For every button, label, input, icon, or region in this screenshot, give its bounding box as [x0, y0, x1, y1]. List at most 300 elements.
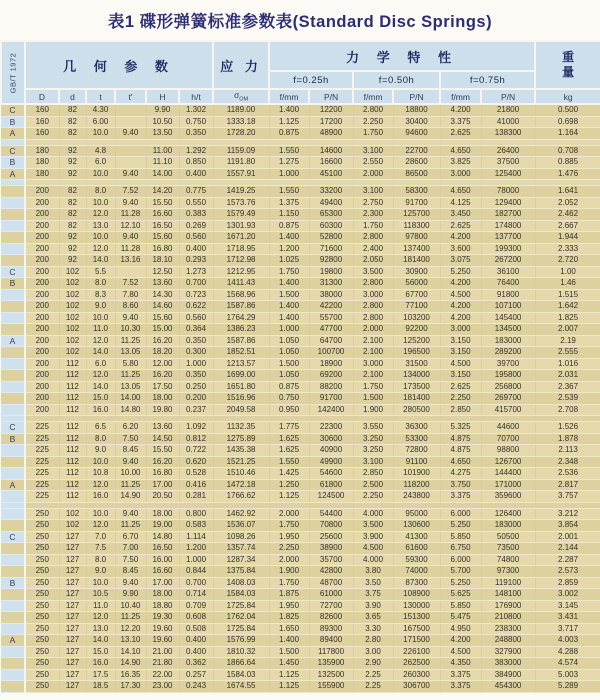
series-letter-cell — [1, 491, 25, 503]
table-row — [1, 116, 600, 128]
data-cell: 1.900 — [269, 566, 309, 578]
data-cell: 6.0 — [86, 358, 115, 370]
data-cell: 5.625 — [440, 589, 481, 601]
data-cell: 1712.98 — [213, 255, 269, 267]
data-cell: 12.0 — [86, 335, 115, 347]
data-cell: 0.281 — [179, 491, 213, 503]
data-cell: 0.608 — [179, 612, 213, 624]
data-cell: 31500 — [393, 358, 440, 370]
series-letter-cell — [1, 646, 25, 658]
data-cell: 14.10 — [115, 646, 146, 658]
data-cell: 72800 — [393, 445, 440, 457]
data-cell: 89300 — [309, 623, 353, 635]
data-cell: 1764.29 — [213, 312, 269, 324]
data-cell: 3.431 — [535, 612, 600, 624]
data-cell: 1.750 — [269, 520, 309, 532]
table-row — [1, 479, 600, 491]
data-cell: 112 — [59, 456, 86, 468]
data-cell: 1191.80 — [213, 157, 269, 169]
data-cell: 1435.38 — [213, 445, 269, 457]
data-cell: 2.850 — [353, 468, 393, 480]
data-cell: 9.0 — [86, 445, 115, 457]
data-cell: 10.8 — [86, 468, 115, 480]
data-cell: 92 — [59, 168, 86, 180]
data-cell: 54400 — [309, 508, 353, 520]
data-cell: 13.50 — [146, 128, 179, 140]
data-cell: 160 — [25, 116, 59, 128]
load-level-075h: f=0.75h — [440, 71, 535, 89]
data-cell: 16.0 — [86, 491, 115, 503]
data-cell: 19.80 — [146, 404, 179, 416]
data-cell: 250 — [25, 520, 59, 532]
data-cell: 15.0 — [86, 393, 115, 405]
data-cell: 4.8 — [86, 145, 115, 157]
data-cell: 2.287 — [535, 554, 600, 566]
data-cell: 15.60 — [146, 232, 179, 244]
data-cell: 6.70 — [115, 531, 146, 543]
series-letter-cell — [1, 623, 25, 635]
data-cell: 127 — [59, 681, 86, 693]
data-cell: 119100 — [481, 577, 535, 589]
data-cell: 200 — [25, 324, 59, 336]
data-cell: 5.5 — [86, 266, 115, 278]
data-cell: 0.364 — [179, 324, 213, 336]
data-cell: 4.350 — [440, 658, 481, 670]
data-cell: 92 — [59, 255, 86, 267]
data-cell: 11.28 — [115, 209, 146, 221]
data-cell: 8.60 — [115, 301, 146, 313]
data-cell: 38900 — [309, 543, 353, 555]
data-cell: 327900 — [481, 646, 535, 658]
data-cell: 10.30 — [115, 324, 146, 336]
data-cell: 92200 — [393, 324, 440, 336]
data-cell: 130600 — [393, 520, 440, 532]
data-cell: 1.625 — [269, 445, 309, 457]
data-cell: 16.35 — [115, 669, 146, 681]
data-cell: 4.875 — [440, 445, 481, 457]
data-cell: 183000 — [481, 520, 535, 532]
data-cell: 58300 — [393, 186, 440, 198]
data-cell: 97300 — [481, 566, 535, 578]
data-cell: 1.400 — [269, 635, 309, 647]
data-cell: 2.800 — [353, 301, 393, 313]
data-cell: 12.10 — [115, 220, 146, 232]
data-cell: 2.001 — [535, 531, 600, 543]
data-cell: 1.250 — [269, 479, 309, 491]
data-cell: 70700 — [481, 433, 535, 445]
data-cell: 61600 — [393, 543, 440, 555]
data-cell: 12.0 — [86, 479, 115, 491]
table-row — [1, 168, 600, 180]
data-cell: 124500 — [309, 491, 353, 503]
data-cell: 5.80 — [115, 358, 146, 370]
table-row — [1, 623, 600, 635]
data-cell: 1762.04 — [213, 612, 269, 624]
data-cell: 250 — [25, 681, 59, 693]
data-cell — [115, 116, 146, 128]
data-cell: 3.750 — [440, 479, 481, 491]
load-level-050h: f=0.50h — [353, 71, 440, 89]
data-cell: 82 — [59, 186, 86, 198]
data-cell: 2.100 — [353, 347, 393, 359]
series-letter-cell — [1, 543, 25, 555]
data-cell: 134000 — [393, 370, 440, 382]
series-letter-cell — [1, 669, 25, 681]
table-row — [1, 186, 600, 198]
data-cell: 3.00 — [353, 646, 393, 658]
data-cell: 0.350 — [179, 335, 213, 347]
data-cell: 2.367 — [535, 381, 600, 393]
data-cell: 14.0 — [86, 381, 115, 393]
data-cell: 1587.86 — [213, 335, 269, 347]
data-cell: 60300 — [309, 220, 353, 232]
data-cell: 19800 — [309, 266, 353, 278]
data-cell: 6.750 — [440, 543, 481, 555]
data-cell: 127 — [59, 543, 86, 555]
data-cell: 1287.34 — [213, 554, 269, 566]
data-cell: 91100 — [393, 456, 440, 468]
series-letter-cell — [1, 566, 25, 578]
data-cell: 22700 — [393, 145, 440, 157]
data-cell: 102 — [59, 324, 86, 336]
data-cell: 7.52 — [115, 186, 146, 198]
data-cell: 7.00 — [115, 543, 146, 555]
data-cell: 16.80 — [146, 468, 179, 480]
data-cell: 82600 — [309, 612, 353, 624]
table-row — [1, 612, 600, 624]
data-cell: 3.90 — [353, 600, 393, 612]
series-letter-cell — [1, 370, 25, 382]
data-cell: 225 — [25, 479, 59, 491]
data-cell: 1411.43 — [213, 278, 269, 290]
data-cell: 13.60 — [146, 422, 179, 434]
data-cell: 7.80 — [115, 289, 146, 301]
data-cell: 15.60 — [146, 312, 179, 324]
standard-code-vertical-label: GB/T 1972 — [1, 41, 25, 104]
group-header-weight: 重量 — [535, 41, 600, 89]
data-cell: 73500 — [481, 543, 535, 555]
data-cell: 11.10 — [146, 157, 179, 169]
data-cell: 250 — [25, 543, 59, 555]
data-cell: 18900 — [309, 358, 353, 370]
data-cell: 1536.07 — [213, 520, 269, 532]
data-cell: 5.250 — [440, 577, 481, 589]
data-cell: 2.750 — [353, 197, 393, 209]
data-cell: 2.007 — [535, 324, 600, 336]
data-cell: 112 — [59, 370, 86, 382]
data-cell: 3.825 — [440, 157, 481, 169]
data-cell: 18.80 — [146, 600, 179, 612]
series-letter-cell — [1, 301, 25, 313]
data-cell: 4.200 — [440, 635, 481, 647]
data-cell: 0.700 — [179, 278, 213, 290]
data-cell: 4.200 — [440, 104, 481, 116]
data-cell: 22.00 — [146, 669, 179, 681]
data-cell: 0.620 — [179, 456, 213, 468]
data-cell: 3.450 — [440, 209, 481, 221]
data-cell: 3.717 — [535, 623, 600, 635]
data-cell: 1159.09 — [213, 145, 269, 157]
data-cell: 2.113 — [535, 445, 600, 457]
data-cell: 0.583 — [179, 520, 213, 532]
data-cell: 2.800 — [353, 278, 393, 290]
data-cell: 16.0 — [86, 404, 115, 416]
table-row — [1, 255, 600, 267]
data-cell: 1.550 — [269, 186, 309, 198]
data-cell: 1.825 — [269, 612, 309, 624]
data-cell: 129400 — [481, 197, 535, 209]
data-cell — [115, 266, 146, 278]
data-cell: 1.292 — [179, 145, 213, 157]
data-cell: 33200 — [309, 186, 353, 198]
data-cell: 17.00 — [146, 577, 179, 589]
data-cell: 250 — [25, 658, 59, 670]
data-cell: 383000 — [481, 658, 535, 670]
data-cell: 78000 — [481, 186, 535, 198]
data-cell: 36100 — [481, 266, 535, 278]
data-cell: 9.40 — [115, 312, 146, 324]
data-cell: 11.0 — [86, 600, 115, 612]
data-cell: 13.10 — [115, 635, 146, 647]
data-cell: 112 — [59, 358, 86, 370]
data-cell: 48700 — [309, 577, 353, 589]
data-cell: 12.50 — [146, 266, 179, 278]
data-cell: 10.0 — [86, 456, 115, 468]
data-cell: 1.450 — [269, 658, 309, 670]
data-cell: 180 — [25, 145, 59, 157]
table-row — [1, 393, 600, 405]
table-row — [1, 566, 600, 578]
data-cell: 102 — [59, 347, 86, 359]
data-cell: 102 — [59, 520, 86, 532]
data-cell: 103200 — [393, 312, 440, 324]
data-cell: 2.250 — [353, 491, 393, 503]
data-cell: 9.40 — [115, 128, 146, 140]
data-cell: 127 — [59, 531, 86, 543]
data-cell: 2.708 — [535, 404, 600, 416]
data-cell: 225 — [25, 491, 59, 503]
col-header-t: t — [86, 89, 115, 104]
data-cell: 15.0 — [86, 646, 115, 658]
data-cell: 0.800 — [179, 508, 213, 520]
data-cell: 1.275 — [269, 157, 309, 169]
data-cell: 112 — [59, 393, 86, 405]
data-cell: 1.526 — [535, 422, 600, 434]
data-cell: 10.0 — [86, 508, 115, 520]
table-row — [1, 681, 600, 693]
data-cell: 14.50 — [146, 433, 179, 445]
data-cell: 11.25 — [115, 612, 146, 624]
data-cell: 71600 — [309, 243, 353, 255]
data-cell: 91700 — [393, 197, 440, 209]
data-cell: 2.052 — [535, 197, 600, 209]
table-row — [1, 278, 600, 290]
data-cell: 15.50 — [146, 197, 179, 209]
data-cell: 18.00 — [146, 393, 179, 405]
data-cell: 4.000 — [353, 554, 393, 566]
data-cell: 1576.99 — [213, 635, 269, 647]
data-cell: 200 — [25, 255, 59, 267]
data-cell: 250 — [25, 646, 59, 658]
data-cell: 1.016 — [535, 358, 600, 370]
data-cell: 7.50 — [115, 554, 146, 566]
data-cell: 1766.62 — [213, 491, 269, 503]
data-cell: 144400 — [481, 468, 535, 480]
series-letter-cell — [1, 289, 25, 301]
data-cell: 16.80 — [146, 243, 179, 255]
disc-spring-table — [0, 40, 600, 693]
data-cell: 137700 — [481, 232, 535, 244]
data-cell: 200 — [25, 209, 59, 221]
data-cell — [115, 145, 146, 157]
data-cell: 2.19 — [535, 335, 600, 347]
data-cell: 0.293 — [179, 255, 213, 267]
data-cell: 100700 — [309, 347, 353, 359]
table-row — [1, 589, 600, 601]
data-cell: 2.625 — [440, 381, 481, 393]
data-cell: 1.000 — [269, 324, 309, 336]
data-cell: 1.500 — [269, 646, 309, 658]
data-cell: 1.125 — [269, 491, 309, 503]
data-cell: 102 — [59, 301, 86, 313]
data-cell: 1671.20 — [213, 232, 269, 244]
data-cell: 30900 — [393, 266, 440, 278]
data-cell: 4.288 — [535, 646, 600, 658]
data-cell: 3.150 — [440, 347, 481, 359]
data-cell: 2.625 — [440, 128, 481, 140]
data-cell: 16.0 — [86, 658, 115, 670]
table-row — [1, 577, 600, 589]
col-header-p-075: P/N — [481, 89, 535, 104]
data-cell: 20.50 — [146, 491, 179, 503]
table-row — [1, 520, 600, 532]
series-letter-cell — [1, 681, 25, 693]
data-cell: 82 — [59, 104, 86, 116]
data-cell: 13.05 — [115, 347, 146, 359]
data-cell: 171500 — [393, 635, 440, 647]
data-cell: 250 — [25, 566, 59, 578]
data-cell: 2.348 — [535, 456, 600, 468]
data-cell: 87300 — [393, 577, 440, 589]
data-cell: 3.550 — [353, 422, 393, 434]
series-letter-cell — [1, 456, 25, 468]
table-row — [1, 157, 600, 169]
table-row — [1, 543, 600, 555]
data-cell: 10.0 — [86, 232, 115, 244]
data-cell: 82 — [59, 197, 86, 209]
data-cell: 0.350 — [179, 370, 213, 382]
data-cell: 67700 — [393, 289, 440, 301]
data-cell: 10.00 — [115, 468, 146, 480]
data-cell: 1.650 — [269, 623, 309, 635]
data-cell: 151300 — [393, 612, 440, 624]
table-row — [1, 669, 600, 681]
data-cell: 16.20 — [146, 456, 179, 468]
data-cell: 2.850 — [440, 404, 481, 416]
data-cell: 0.850 — [179, 157, 213, 169]
data-cell: 14.0 — [86, 347, 115, 359]
data-cell: 1584.03 — [213, 589, 269, 601]
data-cell: 200 — [25, 358, 59, 370]
data-cell: 38000 — [309, 289, 353, 301]
data-cell: 1587.86 — [213, 301, 269, 313]
data-cell: 1098.26 — [213, 531, 269, 543]
data-cell: 18.00 — [146, 508, 179, 520]
data-cell: 183000 — [481, 335, 535, 347]
data-cell — [115, 104, 146, 116]
data-cell: 7.0 — [86, 531, 115, 543]
table-row — [1, 370, 600, 382]
data-cell: 12.0 — [86, 520, 115, 532]
data-cell: 12.00 — [146, 358, 179, 370]
data-cell: 2.859 — [535, 577, 600, 589]
series-letter-cell: A — [1, 335, 25, 347]
data-cell: 74000 — [393, 566, 440, 578]
table-row — [1, 347, 600, 359]
data-cell: 200 — [25, 301, 59, 313]
data-cell: 3.000 — [440, 324, 481, 336]
data-cell: 11.0 — [86, 324, 115, 336]
data-cell: 3.375 — [440, 681, 481, 693]
data-cell: 101900 — [393, 468, 440, 480]
data-cell: 10.0 — [86, 197, 115, 209]
data-cell: 5.003 — [535, 669, 600, 681]
series-letter-cell: B — [1, 433, 25, 445]
table-row — [1, 197, 600, 209]
data-cell: 17.00 — [146, 479, 179, 491]
data-cell: 3.000 — [440, 168, 481, 180]
data-cell: 14.30 — [146, 289, 179, 301]
data-cell: 102 — [59, 335, 86, 347]
data-cell: 3.30 — [353, 623, 393, 635]
data-cell: 112 — [59, 404, 86, 416]
data-cell: 127 — [59, 589, 86, 601]
data-cell: 269700 — [481, 393, 535, 405]
data-cell: 0.400 — [179, 635, 213, 647]
data-cell: 30400 — [393, 116, 440, 128]
series-letter-cell: C — [1, 422, 25, 434]
data-cell: 15.50 — [146, 445, 179, 457]
data-cell: 2.550 — [353, 157, 393, 169]
data-cell: 0.500 — [535, 104, 600, 116]
data-cell: 4.950 — [440, 623, 481, 635]
group-header-mechanical: 力 学 特 性 — [269, 41, 535, 71]
data-cell: 0.723 — [179, 289, 213, 301]
col-header-kg: kg — [535, 89, 600, 104]
data-cell: 36300 — [393, 422, 440, 434]
data-cell: 1.000 — [269, 168, 309, 180]
data-cell: 127 — [59, 566, 86, 578]
data-cell: 1.875 — [269, 589, 309, 601]
data-cell: 47700 — [309, 324, 353, 336]
data-cell: 2.555 — [535, 347, 600, 359]
data-cell: 1.025 — [269, 255, 309, 267]
data-cell: 14.0 — [86, 635, 115, 647]
data-cell: 53300 — [393, 433, 440, 445]
data-cell: 1725.84 — [213, 623, 269, 635]
data-cell: 200 — [25, 370, 59, 382]
data-cell: 1.302 — [179, 104, 213, 116]
data-cell: 1.878 — [535, 433, 600, 445]
col-header-D: D — [25, 89, 59, 104]
data-cell: 3.000 — [353, 289, 393, 301]
data-cell: 2.25 — [353, 681, 393, 693]
data-cell: 1.950 — [269, 531, 309, 543]
data-cell: 6.20 — [115, 422, 146, 434]
series-letter-cell — [1, 220, 25, 232]
data-cell: 4.003 — [535, 635, 600, 647]
data-cell: 1.125 — [269, 116, 309, 128]
